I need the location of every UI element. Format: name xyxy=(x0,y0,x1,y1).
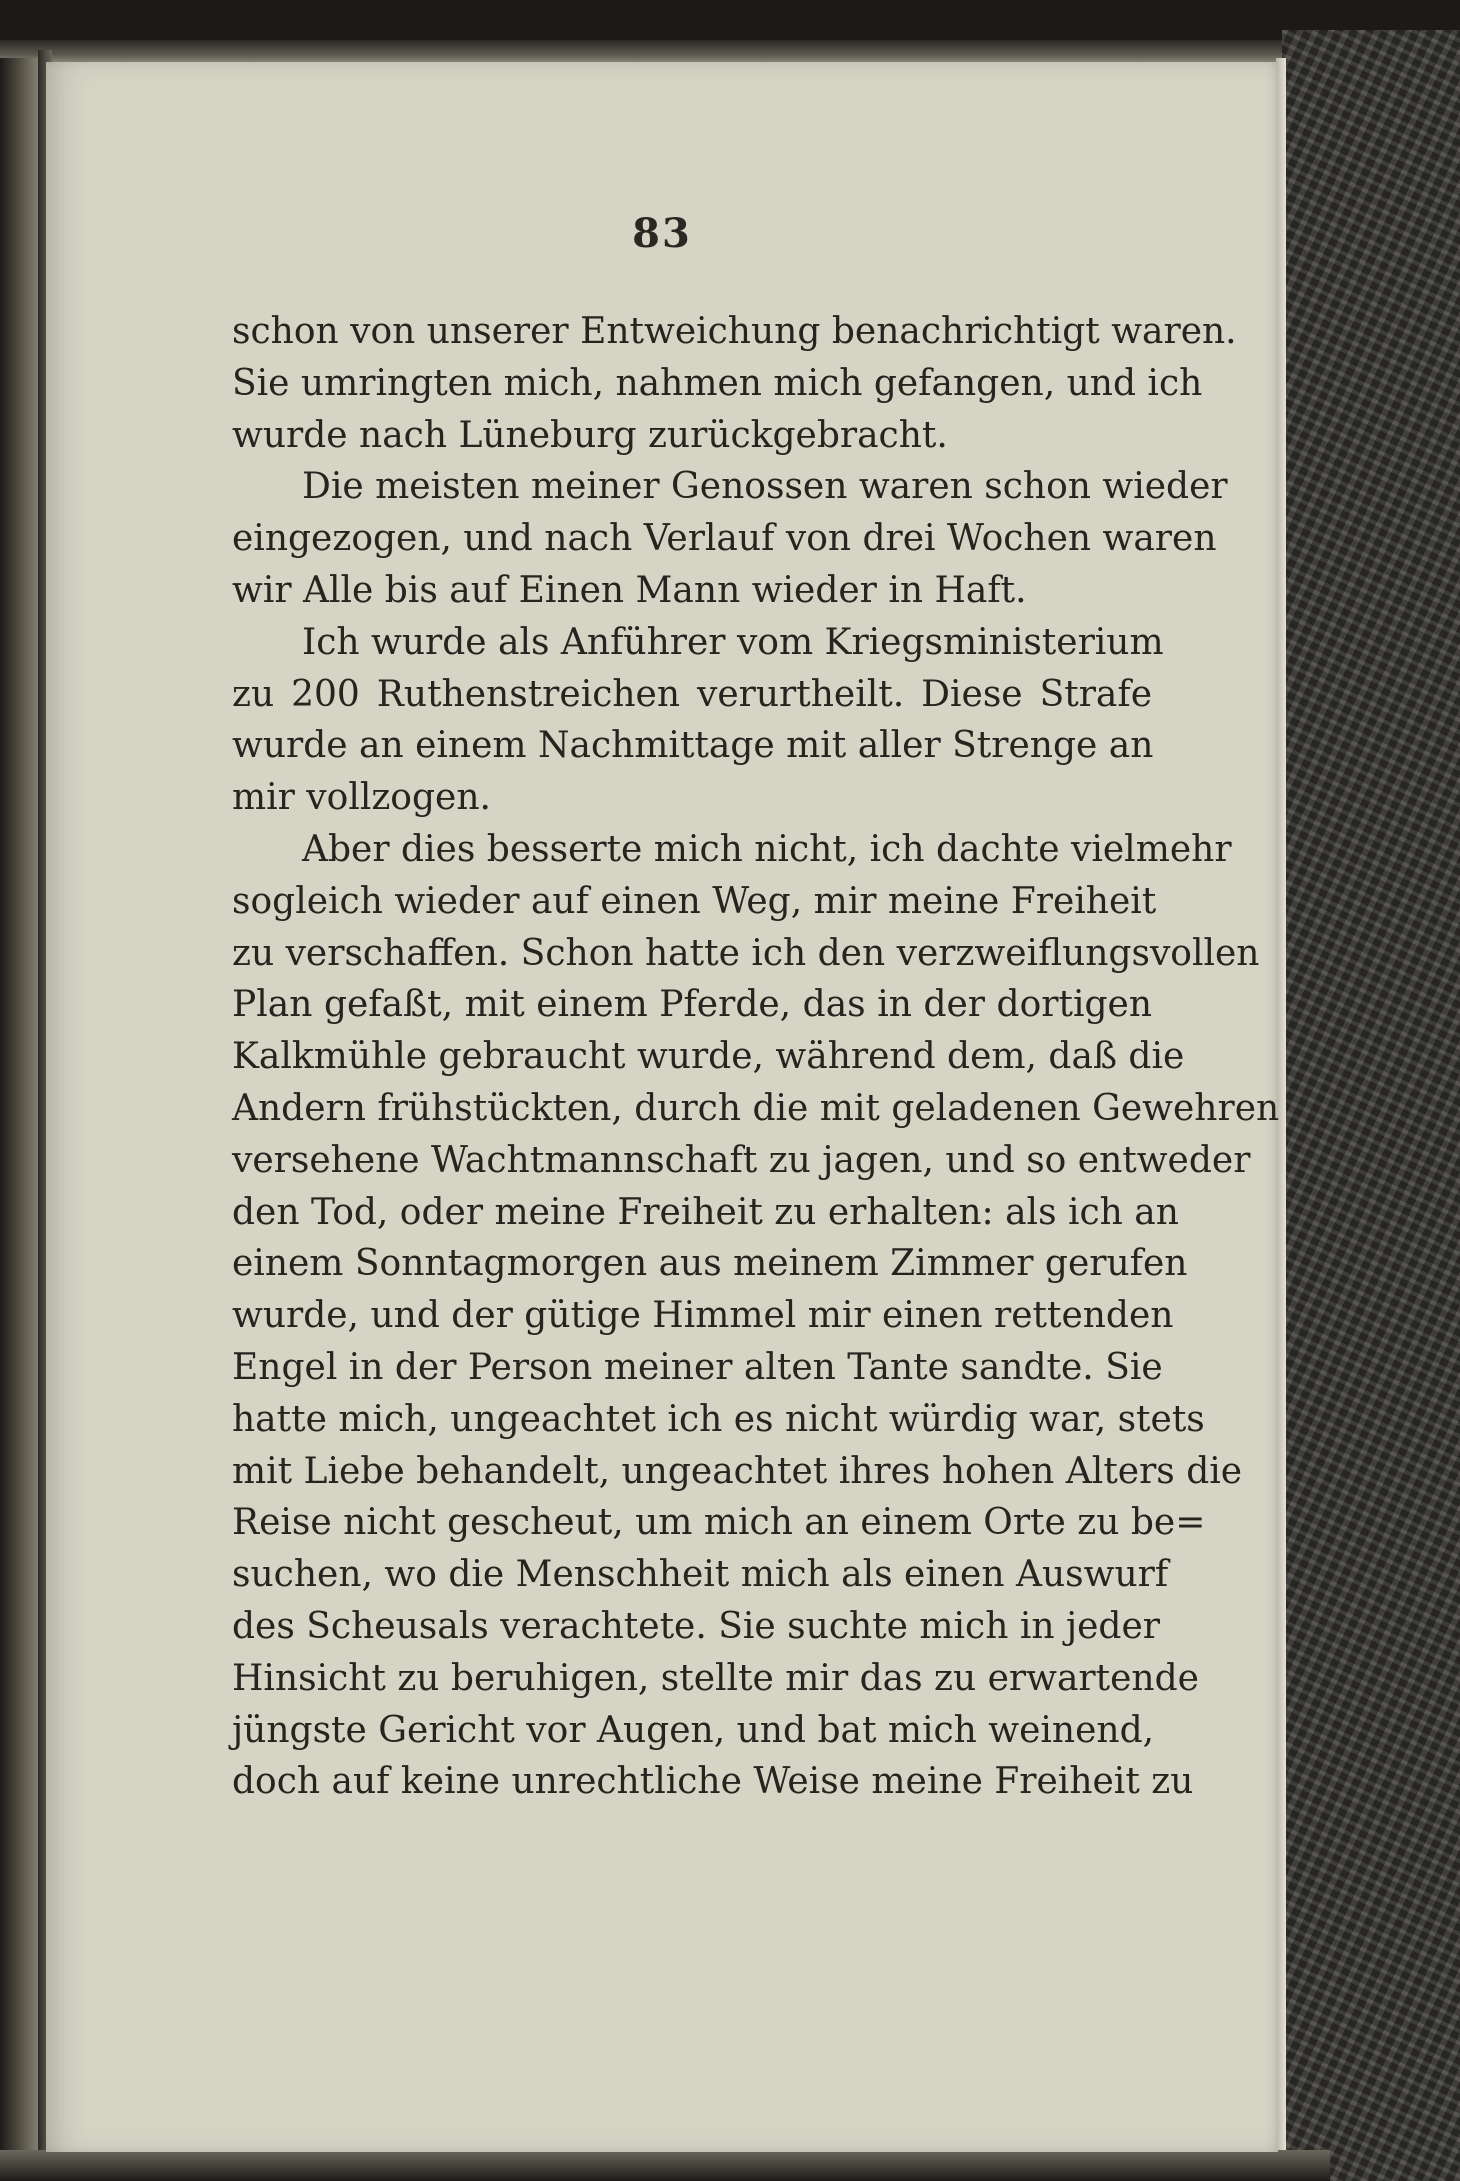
text-line: Ich wurde als Anführer vom Kriegsministerium xyxy=(302,621,1164,663)
text-line: Engel in der Person meiner alten Tante sandte. Sie xyxy=(232,1346,1163,1388)
marbled-cover xyxy=(1282,30,1460,2181)
text-line: jüngste Gericht vor Augen, und bat mich weinend, xyxy=(232,1709,1155,1751)
text-line: des Scheusals verachtete. Sie suchte mich in jeder xyxy=(232,1605,1160,1647)
text-line: sogleich wieder auf einen Weg, mir meine Freiheit xyxy=(232,880,1157,922)
text-line: einem Sonntagmorgen aus meinem Zimmer gerufen xyxy=(232,1243,1188,1285)
text-line: zu verschaffen. Schon hatte ich den verzweiflungsvollen xyxy=(232,932,1260,974)
book-page xyxy=(46,62,1278,2152)
text-line: wir Alle bis auf Einen Mann wieder in Haft. xyxy=(232,569,1027,611)
text-line: versehene Wachtmannschaft zu jagen, und so entweder xyxy=(232,1139,1251,1181)
text-line: Die meisten meiner Genossen waren schon wieder xyxy=(302,466,1228,508)
book-bottom-edge xyxy=(0,2150,1330,2181)
text-line: Aber dies besserte mich nicht, ich dachte vielmehr xyxy=(302,828,1232,870)
text-line: doch auf keine unrechtliche Weise meine Freiheit zu xyxy=(232,1761,1194,1803)
text-line: Reise nicht gescheut, um mich an einem Orte zu be= xyxy=(232,1502,1206,1544)
text-line: wurde, und der gütige Himmel mir einen rettenden xyxy=(232,1295,1174,1337)
text-line: zu 200 Ruthenstreichen verurtheilt. Diese Strafe xyxy=(232,673,1152,715)
text-line: Kalkmühle gebraucht wurde, während dem, daß die xyxy=(232,1036,1185,1078)
text-line: wurde nach Lüneburg zurückgebracht. xyxy=(232,414,948,456)
left-page-edge xyxy=(0,58,42,2158)
text-line: suchen, wo die Menschheit mich als einen Auswurf xyxy=(232,1554,1169,1596)
book-top-edge xyxy=(0,40,1330,64)
text-line: wurde an einem Nachmittage mit aller Strenge an xyxy=(232,725,1154,767)
text-line: Andern frühstückten, durch die mit geladenen Gewehren xyxy=(232,1087,1280,1129)
text-line: eingezogen, und nach Verlauf von drei Wochen waren xyxy=(232,518,1217,560)
page-number: 83 xyxy=(632,210,692,257)
text-line: Sie umringten mich, nahmen mich gefangen, und ich xyxy=(232,362,1203,404)
text-line: schon von unserer Entweichung benachrichtigt waren. xyxy=(232,311,1237,352)
text-line: Plan gefaßt, mit einem Pferde, das in der dortigen xyxy=(232,984,1152,1026)
text-line: hatte mich, ungeachtet ich es nicht würdig war, stets xyxy=(232,1398,1205,1440)
text-line: mit Liebe behandelt, ungeachtet ihres hohen Alters die xyxy=(232,1450,1243,1492)
text-line: den Tod, oder meine Freiheit zu erhalten: als ich an xyxy=(232,1191,1179,1233)
text-line: Hinsicht zu beruhigen, stellte mir das zu erwartende xyxy=(232,1657,1199,1699)
page-body-text xyxy=(232,306,1280,1808)
text-line: mir vollzogen. xyxy=(232,777,491,819)
